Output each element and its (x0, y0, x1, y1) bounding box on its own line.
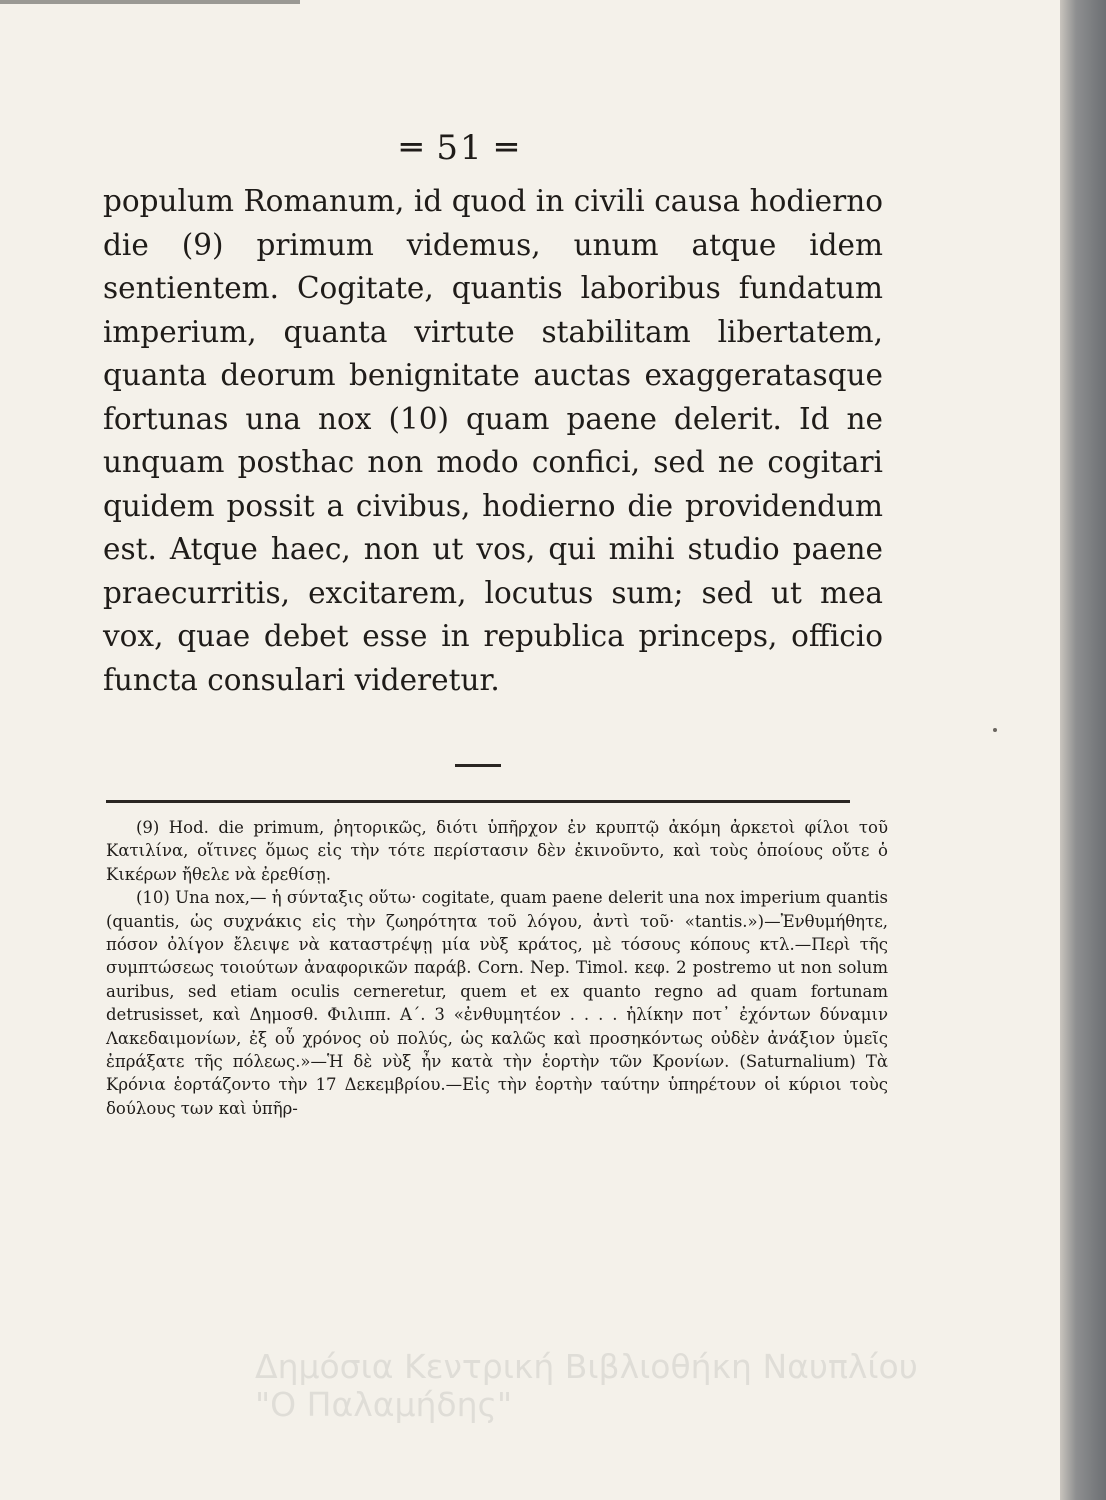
watermark-line-2: "Ο Παλαμήδης" (255, 1385, 513, 1424)
section-divider-short (455, 764, 501, 767)
watermark-line-1: Δημόσια Κεντρική Βιβλιοθήκη Ναυπλίου (255, 1347, 918, 1386)
footnote-separator (106, 800, 850, 803)
book-edge-shadow (1060, 0, 1106, 1500)
footnotes (106, 816, 888, 1120)
scan-top-strip (0, 0, 300, 4)
page-number: ═ 51 ═ (401, 128, 519, 168)
scan-speck (993, 728, 997, 732)
footnote-10: (10) Una nox,— ἡ σύνταξις οὕτω· cogitate, quam paene delerit una nox imperium quantis (quantis, ὡς συχνάκις εἰς τὴν ζωηρότητα τοῦ λόγου, ἀντὶ τοῦ· «tantis.»)—Ἐνθυμήθητε, πόσον ὀλίγον ἔλειψε νὰ καταστρέψῃ μία νὺξ κράτος, μὲ τόσους κόπους κτλ.—Περὶ τῆς συμπτώσεως τοιούτων ἀναφορικῶν παράβ. Corn. Nep. Timol. κεφ. 2 postremo ut non solum auribus, sed etiam oculis cerneretur, quem et ex quanto regno ad quam fortunam detrusisset, καὶ Δημοσθ. Φιλιππ. Α΄. 3 «ἐνθυμητέον . . . . ἡλίκην ποτ᾽ ἐχόντων δύναμιν Λακεδαιμονίων, ἐξ οὗ χρόνος οὐ πολύς, ὡς καλῶς καὶ προσηκόντως οὐδὲν ἀνάξιον ὑμεῖς ἐπράξατε τῆς πόλεως.»—Ἡ δὲ νὺξ ἦν κατὰ τὴν ἑορτὴν τῶν Κρονίων. (Saturnalium) Τὰ Κρόνια ἑορτάζοντο τὴν 17 Δεκεμβρίου.—Εἰς τὴν ἑορτὴν ταύτην ὑπηρέτουν οἱ κύριοι τοὺς δούλους των καὶ ὑπῆρ- (106, 888, 888, 1118)
library-watermark (255, 1348, 1085, 1424)
footnote-9: (9) Hod. die primum, ῥητορικῶς, διότι ὑπῆρχον ἐν κρυπτῷ ἀκόμη ἀρκετοὶ φίλοι τοῦ Κατιλίνα, οἵτινες ὅμως εἰς τὴν τότε περίστασιν δὲν ἐκινοῦντο, καὶ τοὺς ὁποίους οὔτε ὁ Κικέρων ἤθελε νὰ ἐρεθίσῃ. (106, 818, 888, 884)
main-latin-text: populum Romanum, id quod in civili causa hodierno die (9) primum videmus, unum atque idem sentientem. Cogitate, quantis laboribus fundatum imperium, quanta virtute stabilitam libertatem, quanta deorum benignitate auctas exaggeratasque fortunas una nox (10) quam paene delerit. Id ne unquam posthac non modo confici, sed ne cogitari quidem possit a civibus, hodierno die providendum est. Atque haec, non ut vos, qui mihi studio paene praecurritis, excitarem, locutus sum; sed ut mea vox, quae debet esse in republica princeps, officio functa consulari videretur. (103, 184, 883, 697)
